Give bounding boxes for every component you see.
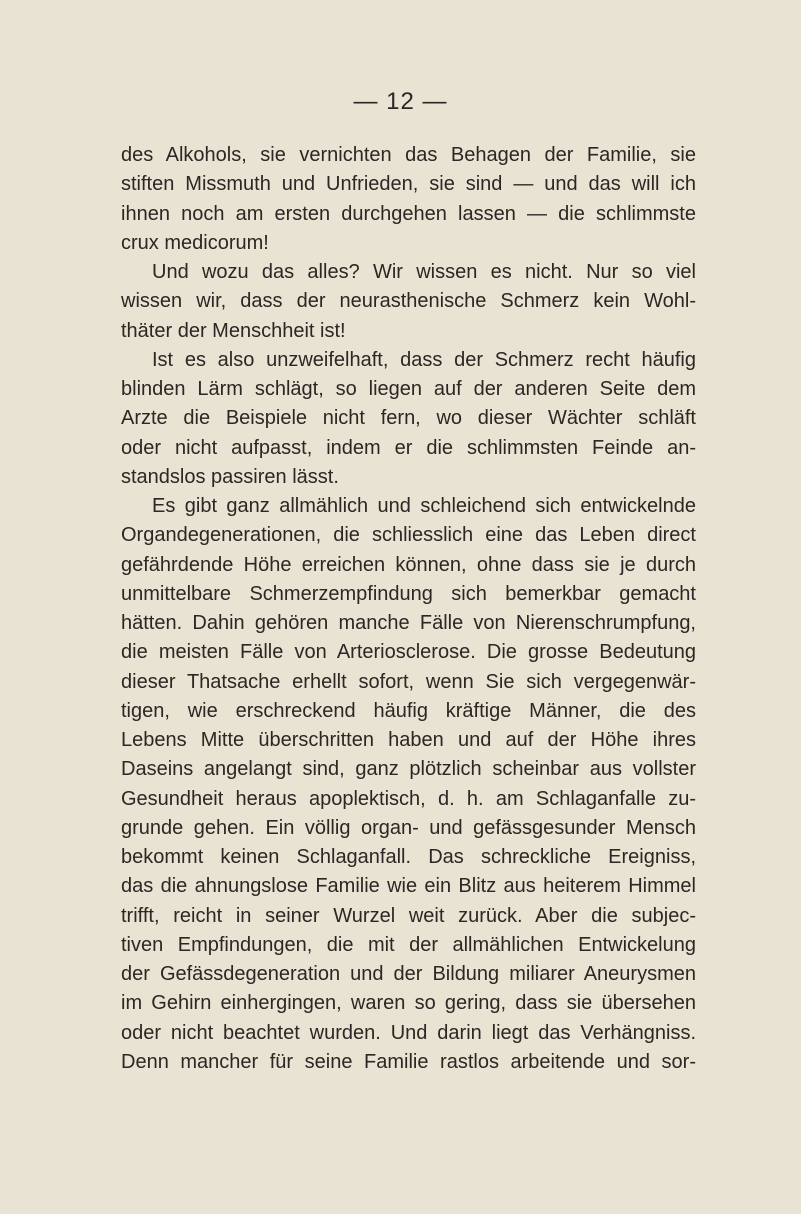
text-line: oder nicht beachtet wurden. Und darin liegt das Verhängniss. xyxy=(121,1021,696,1044)
body-text xyxy=(121,141,696,1077)
text-line: Organdegenerationen, die schliesslich eine das Leben direct xyxy=(121,524,696,547)
text-line: thäter der Menschheit ist! xyxy=(121,319,346,342)
text-line: grunde gehen. Ein völlig organ- und gefässgesunder Mensch xyxy=(121,816,696,839)
text-line: Daseins angelangt sind, ganz plötzlich scheinbar aus vollster xyxy=(121,758,696,781)
text-line: Es gibt ganz allmählich und schleichend sich entwickelnde xyxy=(152,495,696,517)
text-line: crux medicorum! xyxy=(121,231,269,254)
text-line: tiven Empfindungen, die mit der allmählichen Entwickelung xyxy=(121,933,696,956)
text-line: Gesundheit heraus apoplektisch, d. h. am Schlaganfalle zu- xyxy=(121,787,696,810)
page-number: — 12 — xyxy=(353,88,448,115)
text-line: unmittelbare Schmerzempfindung sich bemerkbar gemacht xyxy=(121,582,696,605)
text-line: Denn mancher für seine Familie rastlos arbeitende und sor- xyxy=(121,1050,696,1073)
text-line: Und wozu das alles? Wir wissen es nicht. Nur so viel xyxy=(152,261,696,283)
text-line: der Gefässdegeneration und der Bildung miliarer Aneurysmen xyxy=(121,963,696,985)
text-line: blinden Lärm schlägt, so liegen auf der anderen Seite dem xyxy=(121,378,696,400)
text-line: wissen wir, dass der neurasthenische Schmerz kein Wohl- xyxy=(121,290,696,313)
text-line: tigen, wie erschreckend häufig kräftige Männer, die des xyxy=(121,699,696,722)
text-line: Ist es also unzweifelhaft, dass der Schmerz recht häufig xyxy=(152,348,696,371)
text-line: Lebens Mitte überschritten haben und auf der Höhe ihres xyxy=(121,729,696,751)
text-line: Arzte die Beispiele nicht fern, wo dieser Wächter schläft xyxy=(121,407,696,430)
text-line: das die ahnungslose Familie wie ein Blitz aus heiterem Himmel xyxy=(121,875,696,898)
text-line: dieser Thatsache erhellt sofort, wenn Sie sich vergegenwär- xyxy=(121,670,696,693)
text-line: des Alkohols, sie vernichten das Behagen der Familie, sie xyxy=(121,144,696,166)
text-line: trifft, reicht in seiner Wurzel weit zurück. Aber die subjec- xyxy=(121,904,696,927)
text-line: hätten. Dahin gehören manche Fälle von Nierenschrumpfung, xyxy=(121,612,696,634)
text-line: bekommt keinen Schlaganfall. Das schreckliche Ereigniss, xyxy=(121,846,696,868)
text-line: standslos passiren lässt. xyxy=(121,465,339,488)
text-line: gefährdende Höhe erreichen können, ohne dass sie je durch xyxy=(121,553,696,576)
text-line: die meisten Fälle von Arteriosclerose. Die grosse Bedeutung xyxy=(121,641,696,664)
text-line: oder nicht aufpasst, indem er die schlimmsten Feinde an- xyxy=(121,436,696,459)
text-line: im Gehirn einhergingen, waren so gering, dass sie übersehen xyxy=(121,992,696,1015)
text-line: stiften Missmuth und Unfrieden, sie sind — und das will ich xyxy=(121,173,696,196)
text-line: ihnen noch am ersten durchgehen lassen — die schlimmste xyxy=(121,202,696,225)
